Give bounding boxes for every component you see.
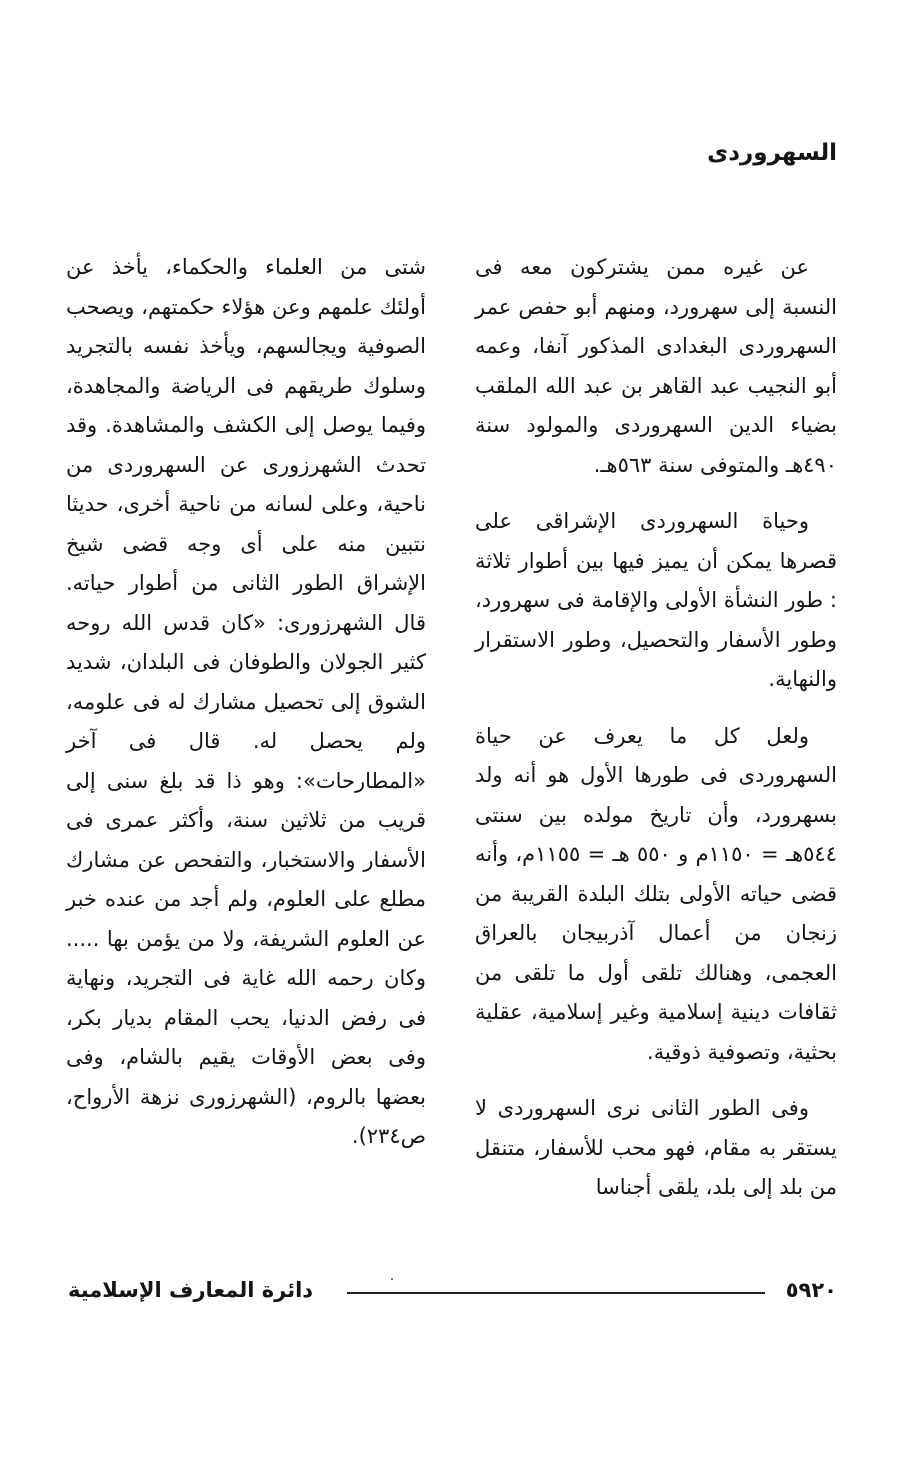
right-column bbox=[475, 248, 837, 1208]
page-number: ٥٩٢٠ bbox=[785, 1278, 837, 1302]
running-title: السهروردى bbox=[707, 140, 837, 166]
footer-rule bbox=[347, 1292, 647, 1294]
footer-rule bbox=[647, 1292, 765, 1294]
journal-name: دائرة المعارف الإسلامية bbox=[68, 1278, 314, 1302]
paragraph: شتى من العلماء والحكماء، يأخذ عن أولئك علمهم وعن هؤلاء حكمتهم، ويصحب الصوفية ويجالسهم، ويأخذ نفسه بالتجريد وسلوك طريقهم فى الرياضة والمجاهدة، وفيما يوصل إلى الكشف والمشاهدة. وقد تحدث الشهرزورى عن السهروردى من ناحية، وعلى لسانه من ناحية أخرى، حديثا نتبين منه على أى وجه قضى شيخ الإشراق الطور الثانى من أطوار حياته. قال الشهرزورى: «كان قدس الله روحه كثير الجولان والطوفان فى البلدان، شديد الشوق إلى تحصيل مشارك له فى علومه، ولم يحصل له. قال فى آخر «المطارحات»: وهو ذا قد بلغ سنى إلى قريب من ثلاثين سنة، وأكثر عمرى فى الأسفار والاستخبار، والتفحص عن مشارك مطلع على العلوم، ولم أجد من عنده خبر عن العلوم الشريفة، ولا من يؤمن بها ..... وكان رحمه الله غاية فى التجريد، ونهاية فى رفض الدنيا، يحب المقام بديار بكر، وفى بعض الأوقات يقيم بالشام، وفى بعضها بالروم، (الشهرزورى نزهة الأرواح، ص٢٣٤). bbox=[66, 255, 426, 1148]
paragraph: وفى الطور الثانى نرى السهروردى لا يستقر به مقام، فهو محب للأسفار، متنقل من بلد إلى بلد، يلقى أجناسا bbox=[475, 1096, 837, 1199]
left-column bbox=[66, 248, 426, 1157]
paragraph: عن غيره ممن يشتركون معه فى النسبة إلى سهرورد، ومنهم أبو حفص عمر السهروردى البغدادى المذكور آنفا، وعمه أبو النجيب عبد القاهر بن عبد الله الملقب بضياء الدين السهروردى والمولود سنة ٤٩٠هـ والمتوفى سنة ٥٦٣هـ. bbox=[475, 255, 837, 477]
paragraph: وحياة السهروردى الإشراقى على قصرها يمكن أن يميز فيها بين أطوار ثلاثة : طور النشأة الأولى والإقامة فى سهرورد، وطور الأسفار والتحصيل، وطور الاستقرار والنهاية. bbox=[475, 509, 837, 691]
page-footer bbox=[68, 1278, 837, 1308]
paragraph: ولعل كل ما يعرف عن حياة السهروردى فى طورها الأول هو أنه ولد بسهرورد، وأن تاريخ مولده بين سنتى ٥٤٤هـ = ١١٥٠م و ٥٥٠ هـ = ١١٥٥م، وأنه قضى حياته الأولى بتلك البلدة القريبة من زنجان من أعمال آذربيجان بالعراق العجمى، وهنالك تلقى أول ما تلقى من ثقافات دينية إسلامية وغير إسلامية، عقلية بحثية، وتصوفية ذوقية. bbox=[475, 723, 837, 1064]
